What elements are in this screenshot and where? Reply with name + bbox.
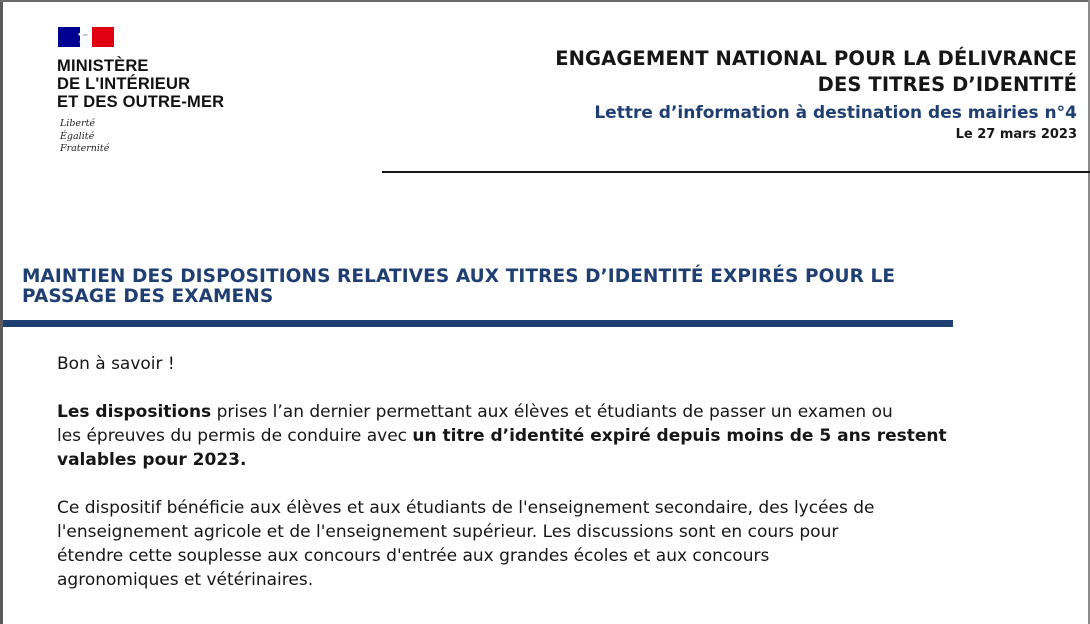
paragraph-line: Ce dispositif bénéficie aux élèves et aux étudiants de l'enseignement secondaire, des lycées de	[57, 498, 875, 518]
ministry-line: MINISTÈRE	[57, 57, 149, 75]
dispositions-paragraph	[57, 400, 1047, 472]
newsletter-header	[555, 46, 1077, 143]
plain-text: les épreuves du permis de conduire avec	[57, 426, 413, 446]
header-divider	[382, 171, 1090, 173]
bold-text: un titre d’identité expiré depuis moins de 5 ans restent	[412, 426, 947, 446]
motto-line: Fraternité	[60, 143, 110, 154]
ministry-name	[57, 57, 224, 111]
newsletter-title-line: ENGAGEMENT NATIONAL POUR LA DÉLIVRANCE	[555, 47, 1077, 70]
section-title-line: MAINTIEN DES DISPOSITIONS RELATIVES AUX TITRES D’IDENTITÉ EXPIRÉS POUR LE	[22, 266, 896, 287]
republic-motto	[60, 118, 109, 156]
page-border-top	[0, 0, 1090, 2]
paragraph-line	[57, 450, 246, 470]
marianne-logo-icon	[58, 27, 114, 47]
ministry-line: ET DES OUTRE-MER	[57, 93, 225, 111]
newsletter-date: Le 27 mars 2023	[955, 127, 1077, 142]
article-body	[57, 352, 1047, 592]
section-title	[22, 267, 1022, 307]
ministry-line: DE L'INTÉRIEUR	[57, 75, 191, 93]
page-border-left	[0, 0, 3, 624]
plain-text: prises l’an dernier permettant aux élèves et étudiants de passer un examen ou	[211, 402, 893, 422]
section-divider	[3, 320, 953, 327]
paragraph-line	[57, 426, 947, 446]
intro-paragraph: Bon à savoir !	[57, 354, 175, 374]
paragraph-line: étendre cette souplesse aux concours d'entrée aux grandes écoles et aux concours	[57, 546, 770, 566]
bold-text: valables pour 2023.	[57, 450, 247, 470]
bold-text: Les dispositions	[57, 402, 212, 422]
motto-line: Égalité	[60, 130, 95, 142]
motto-line: Liberté	[60, 118, 96, 129]
newsletter-title-line: DES TITRES D’IDENTITÉ	[817, 73, 1077, 96]
dispositif-paragraph	[57, 496, 1047, 592]
paragraph-line: agronomiques et vétérinaires.	[57, 570, 314, 590]
paragraph-line	[57, 402, 893, 422]
paragraph-line: l'enseignement agricole et de l'enseignement supérieur. Les discussions sont en cours pour	[57, 522, 839, 542]
section-title-line: PASSAGE DES EXAMENS	[22, 286, 274, 307]
newsletter-subtitle: Lettre d’information à destination des mairies n°4	[594, 103, 1077, 123]
